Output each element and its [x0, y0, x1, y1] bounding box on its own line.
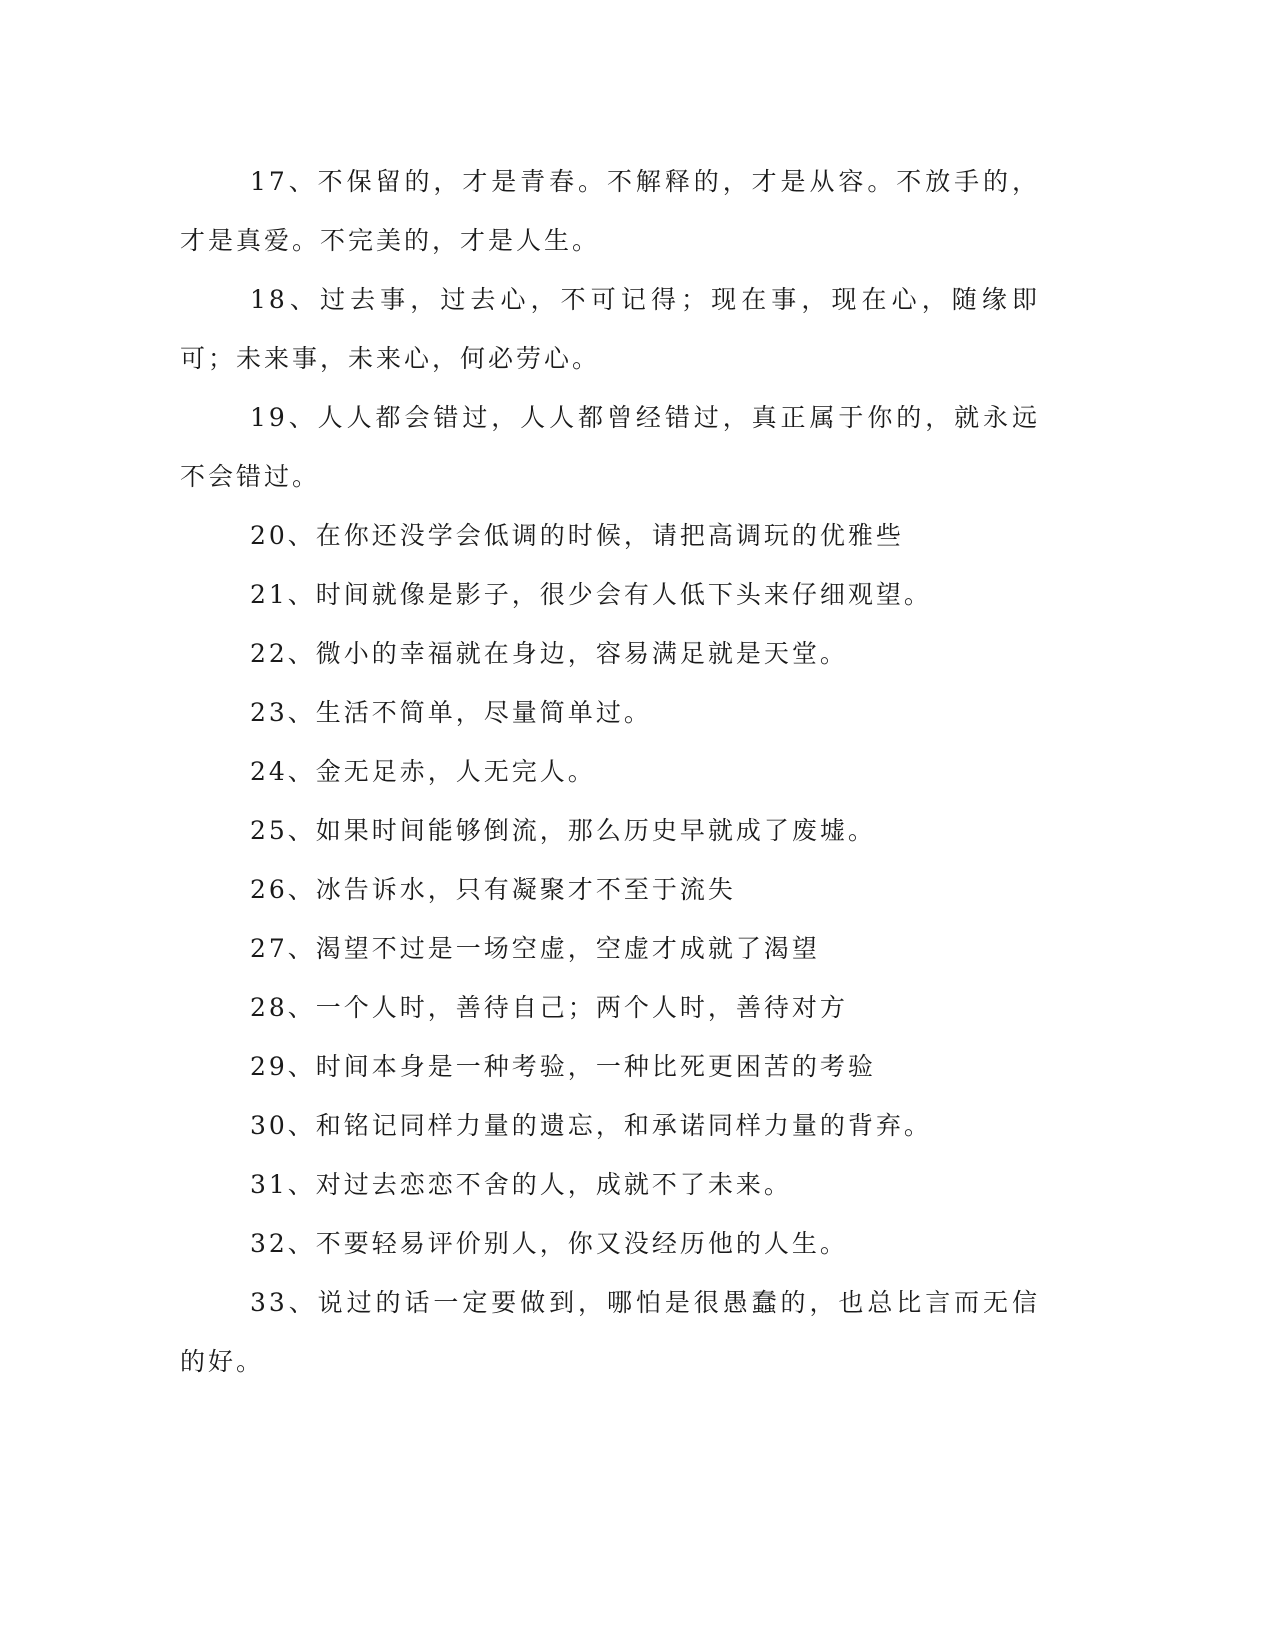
paragraph-18: 18、过去事，过去心，不可记得；现在事，现在心，随缘即可；未来事，未来心，何必劳心。 — [180, 285, 1040, 373]
paragraph-32: 32、不要轻易评价别人，你又没经历他的人生。 — [250, 1229, 848, 1258]
paragraph-27: 27、渴望不过是一场空虚，空虚才成就了渴望 — [250, 934, 820, 963]
paragraph-22: 22、微小的幸福就在身边，容易满足就是天堂。 — [250, 639, 848, 668]
paragraph-31: 31、对过去恋恋不舍的人，成就不了未来。 — [250, 1170, 792, 1199]
paragraph-26: 26、冰告诉水，只有凝聚才不至于流失 — [250, 875, 736, 904]
paragraph-33: 33、说过的话一定要做到，哪怕是很愚蠢的，也总比言而无信的好。 — [180, 1288, 1040, 1376]
paragraph-29: 29、时间本身是一种考验，一种比死更困苦的考验 — [250, 1052, 876, 1081]
paragraph-25: 25、如果时间能够倒流，那么历史早就成了废墟。 — [250, 816, 876, 845]
paragraph-24: 24、金无足赤，人无完人。 — [250, 757, 596, 786]
paragraph-19: 19、人人都会错过，人人都曾经错过，真正属于你的，就永远不会错过。 — [180, 403, 1040, 491]
paragraph-21: 21、时间就像是影子，很少会有人低下头来仔细观望。 — [250, 580, 932, 609]
document-body — [180, 152, 1040, 1391]
paragraph-17: 17、不保留的，才是青春。不解释的，才是从容。不放手的，才是真爱。不完美的，才是人生。 — [180, 167, 1040, 255]
paragraph-20: 20、在你还没学会低调的时候，请把高调玩的优雅些 — [250, 521, 904, 550]
paragraph-28: 28、一个人时，善待自己；两个人时，善待对方 — [250, 993, 848, 1022]
paragraph-30: 30、和铭记同样力量的遗忘，和承诺同样力量的背弃。 — [250, 1111, 932, 1140]
paragraph-23: 23、生活不简单，尽量简单过。 — [250, 698, 652, 727]
